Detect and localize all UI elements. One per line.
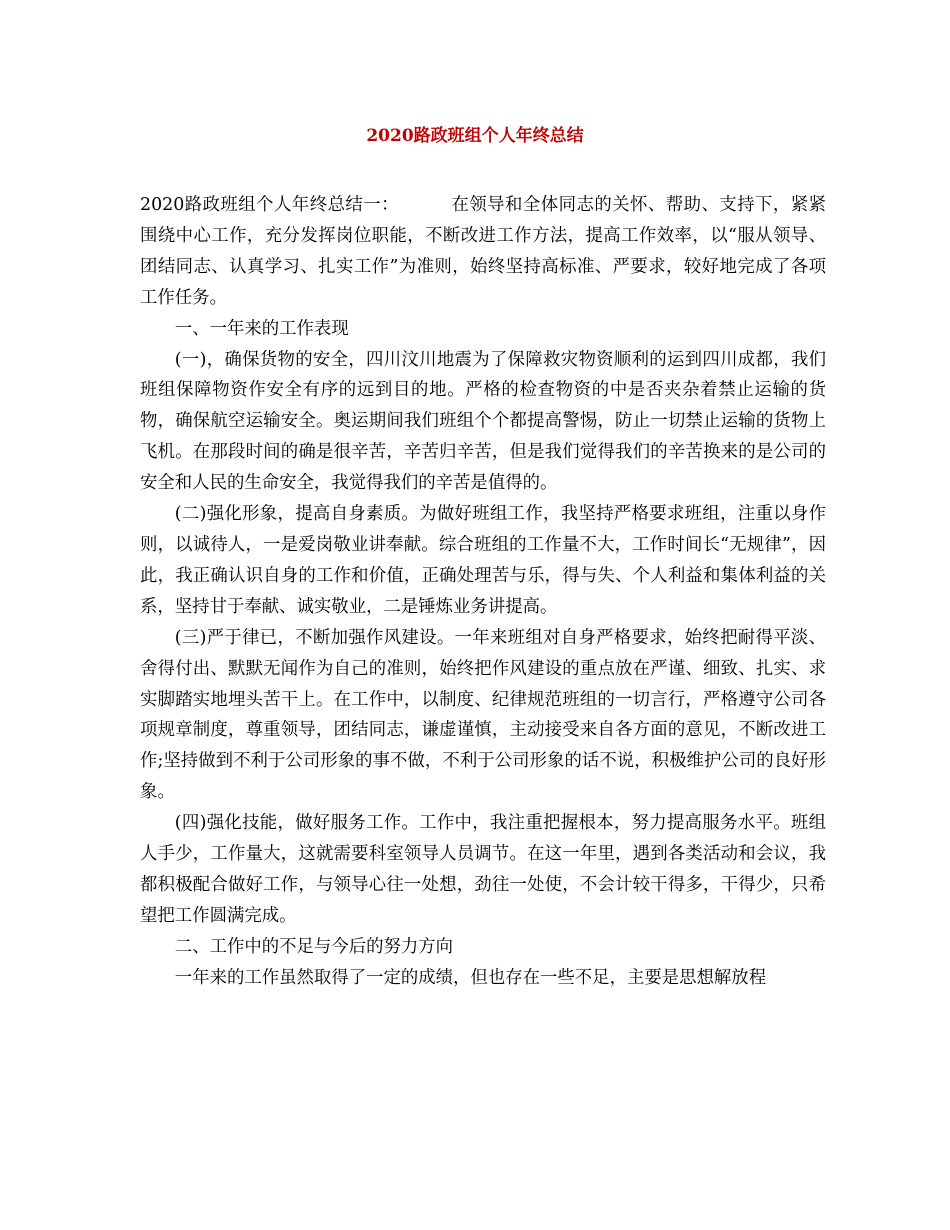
section-heading-2: 二、工作中的不足与今后的努力方向: [174, 936, 454, 957]
paragraph-item-4: (四)强化技能，做好服务工作。工作中，我注重把握根本，努力提高服务水平。班组人手少，工作量大，这就需要科室领导人员调节。在这一年里，遇到各类活动和会议，我都积极配合做好工作，与领导心往一处想，劲往一处使，不会计较干得多，干得少，只希望把工作圆满完成。: [140, 813, 826, 926]
section-heading-1: 一、一年来的工作表现: [174, 318, 349, 339]
intro-text: 在领导和全体同志的关怀、帮助、支持下，紧紧围绕中心工作，充分发挥岗位职能，不断改进工作方法，提高工作效率，以“服从领导、团结同志、认真学习、扎实工作”为准则，始终坚持高标准、严要求，较好地完成了各项工作任务。: [140, 195, 826, 308]
intro-paragraph: [140, 190, 826, 314]
document-title: 2020路政班组个人年终总结: [366, 126, 584, 146]
paragraph-item-3: (三)严于律已，不断加强作风建设。一年来班组对自身严格要求，始终把耐得平淡、舍得付出、默默无闻作为自己的准则，始终把作风建设的重点放在严谨、细致、扎实、求实脚踏实地埋头苦干上。在工作中，以制度、纪律规范班组的一切言行，严格遵守公司各项规章制度，尊重领导，团结同志，谦虚谨慎，主动接受来自各方面的意见，不断改进工作;坚持做到不利于公司形象的事不做，不利于公司形象的话不说，积极维护公司的良好形象。: [140, 627, 826, 803]
paragraph-closing: 一年来的工作虽然取得了一定的成绩，但也存在一些不足，主要是思想解放程: [174, 967, 767, 988]
intro-label: 2020路政班组个人年终总结一：: [140, 195, 399, 215]
paragraph-item-1: (一)，确保货物的安全，四川汶川地震为了保障救灾物资顺利的运到四川成都，我们班组保障物资作安全有序的远到目的地。严格的检查物资的中是否夹杂着禁止运输的货物，确保航空运输安全。奥运期间我们班组个个都提高警惕，防止一切禁止运输的货物上飞机。在那段时间的确是很辛苦，辛苦归辛苦，但是我们觉得我们的辛苦换来的是公司的安全和人民的生命安全，我觉得我们的辛苦是值得的。: [140, 349, 826, 494]
document-body: [140, 190, 826, 994]
paragraph-item-2: (二)强化形象，提高自身素质。为做好班组工作，我坚持严格要求班组，注重以身作则，以诚待人，一是爱岗敬业讲奉献。综合班组的工作量不大，工作时间长“无规律”，因此，我正确认识自身的工作和价值，正确处理苦与乐，得与失、个人利益和集体利益的关系，坚持甘于奉献、诚实敬业，二是锤炼业务讲提高。: [140, 504, 826, 617]
